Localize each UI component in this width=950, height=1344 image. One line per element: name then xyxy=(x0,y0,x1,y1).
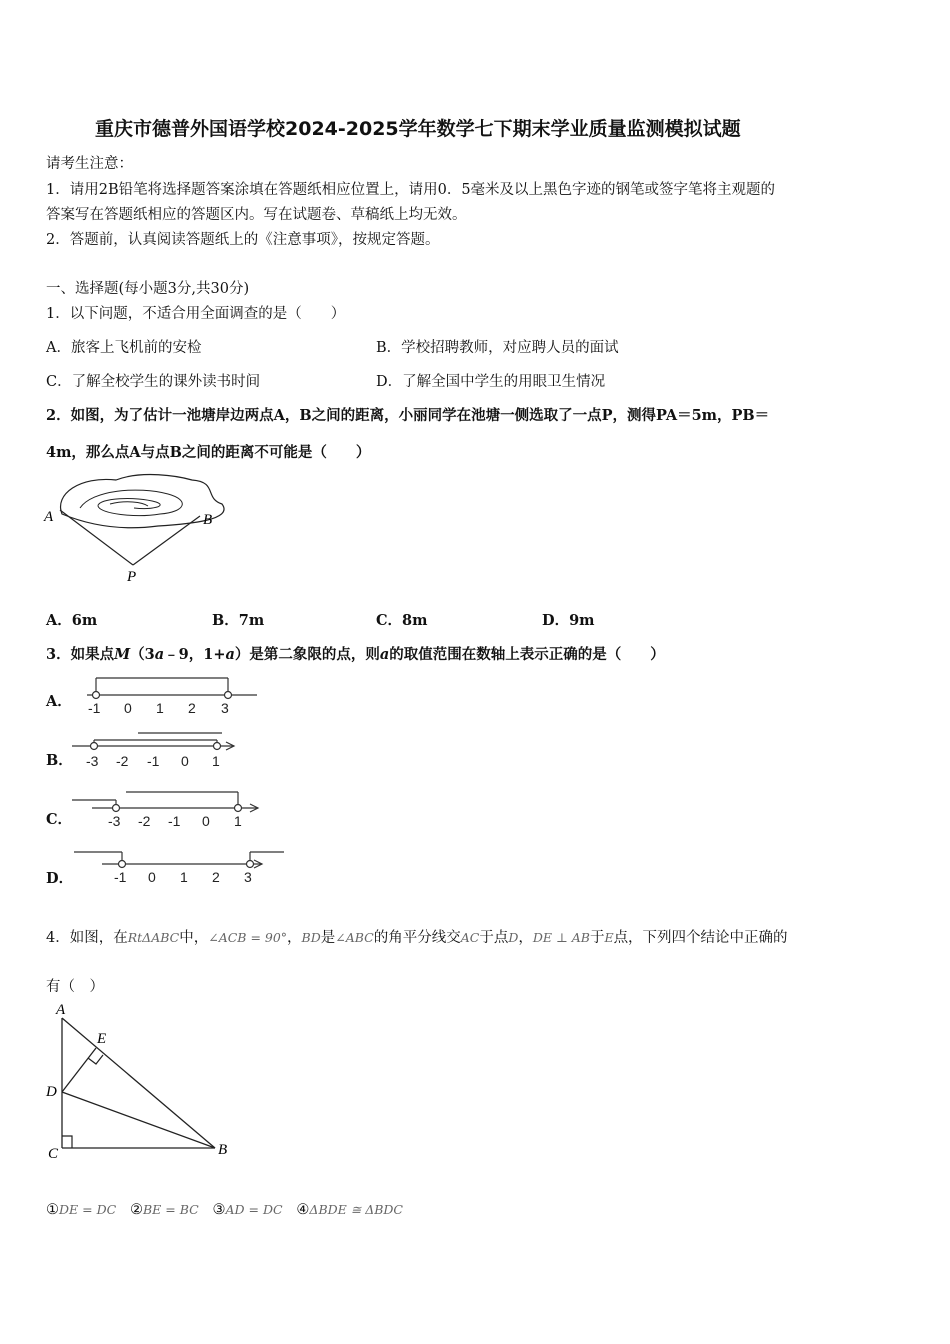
notice-line-1: 1．请用2B铅笔将选择题答案涂填在答题纸相应位置上，请用0．5毫米及以上黑色字迹的钢笔或签字笔将主观题的 xyxy=(46,182,776,198)
tick-label: -3 xyxy=(108,813,121,829)
q1-option-a: A．旅客上飞机前的安检 xyxy=(46,340,202,356)
segment-pb xyxy=(133,516,200,565)
page-title: 重庆市德普外国语学校2024-2025学年数学七下期末学业质量监测模拟试题 xyxy=(95,118,741,140)
notice-heading: 请考生注意： xyxy=(46,156,133,172)
q3-option-c-label: C． xyxy=(46,811,73,828)
section-heading: 一、选择题(每小题3分,共30分) xyxy=(46,281,250,297)
q2-option-d: D．9m xyxy=(542,612,595,629)
point-d-label: D xyxy=(46,1084,57,1100)
q3-number-line-d xyxy=(72,846,292,896)
tick-label: 3 xyxy=(244,869,252,885)
q4-stem-line-2: 有（ ） xyxy=(46,979,104,995)
tick-label: 1 xyxy=(234,813,242,829)
segment-pa xyxy=(60,510,133,565)
pond-outline xyxy=(61,475,224,528)
vertex-c-label: C xyxy=(48,1146,59,1162)
q4-stem-line-1: 4．如图，在RtΔABC中，∠ACB = 90°，BD是∠ABC的角平分线交AC于点D，DE ⊥ AB于E点，下列四个结论中正确的 xyxy=(46,930,788,946)
tick-label: 2 xyxy=(212,869,220,885)
tick-label: 3 xyxy=(221,700,229,716)
tick-label: -2 xyxy=(138,813,151,829)
notice-line-2: 答案写在答题纸相应的答题区内。写在试题卷、草稿纸上均无效。 xyxy=(46,207,467,223)
q2-option-a: A．6m xyxy=(46,612,98,629)
side-ab xyxy=(62,1018,215,1148)
q2-stem-line-1: 2．如图，为了估计一池塘岸边两点A，B之间的距离，小丽同学在池塘一侧选取了一点P，测得PA＝5m，PB＝ xyxy=(46,407,770,424)
tick-label: -1 xyxy=(114,869,127,885)
tick-label: -1 xyxy=(168,813,181,829)
tick-label: 0 xyxy=(148,869,156,885)
tick-label: -1 xyxy=(88,700,101,716)
tick-label: 1 xyxy=(180,869,188,885)
q3-option-b-label: B． xyxy=(46,752,73,769)
vertex-b-label: B xyxy=(218,1142,228,1158)
q3-stem: 3．如果点M（3a﹣9，1+a）是第二象限的点，则a的取值范围在数轴上表示正确的是（ ） xyxy=(46,646,665,663)
q2-option-c: C．8m xyxy=(376,612,428,629)
point-b-label: B xyxy=(203,512,213,528)
q1-option-d: D．了解全国中学生的用眼卫生情况 xyxy=(376,374,606,390)
tick-label: -3 xyxy=(86,753,99,769)
segment-de xyxy=(62,1048,96,1092)
q4-options: ①DE = DC ②BE = BC ③AD = DC ④ΔBDE ≅ ΔBDC xyxy=(46,1202,404,1218)
tick-label: 1 xyxy=(156,700,164,716)
q1-option-c: C．了解全校学生的课外读书时间 xyxy=(46,374,261,390)
notice-line-3: 2．答题前，认真阅读答题纸上的《注意事项》，按规定答题。 xyxy=(46,232,440,248)
q3-number-line-a xyxy=(72,670,272,720)
q2-pond-figure xyxy=(40,468,230,588)
q1-option-b: B．学校招聘教师，对应聘人员的面试 xyxy=(376,340,619,356)
point-p-label: P xyxy=(127,569,137,585)
right-angle-c xyxy=(62,1136,72,1148)
q2-stem-line-2: 4m，那么点A与点B之间的距离不可能是（ ） xyxy=(46,444,371,461)
pond-ripples xyxy=(80,490,182,515)
vertex-a-label: A xyxy=(56,1002,66,1018)
tick-label: -1 xyxy=(147,753,160,769)
tick-label: 0 xyxy=(124,700,132,716)
tick-label: 1 xyxy=(212,753,220,769)
tick-label: 0 xyxy=(202,813,210,829)
segment-bd xyxy=(62,1092,215,1148)
tick-label: 2 xyxy=(188,700,196,716)
point-a-label: A xyxy=(44,509,54,525)
tick-label: 0 xyxy=(181,753,189,769)
point-e-label: E xyxy=(97,1031,107,1047)
q3-option-d-label: D． xyxy=(46,870,74,887)
q3-option-a-label: A． xyxy=(46,693,72,710)
q3-number-line-b xyxy=(72,728,252,778)
q3-number-line-c xyxy=(72,786,272,836)
q4-triangle-figure xyxy=(40,1000,240,1170)
tick-label: -2 xyxy=(116,753,129,769)
q2-option-b: B．7m xyxy=(212,612,265,629)
q1-stem: 1．以下问题，不适合用全面调查的是（ ） xyxy=(46,306,346,322)
